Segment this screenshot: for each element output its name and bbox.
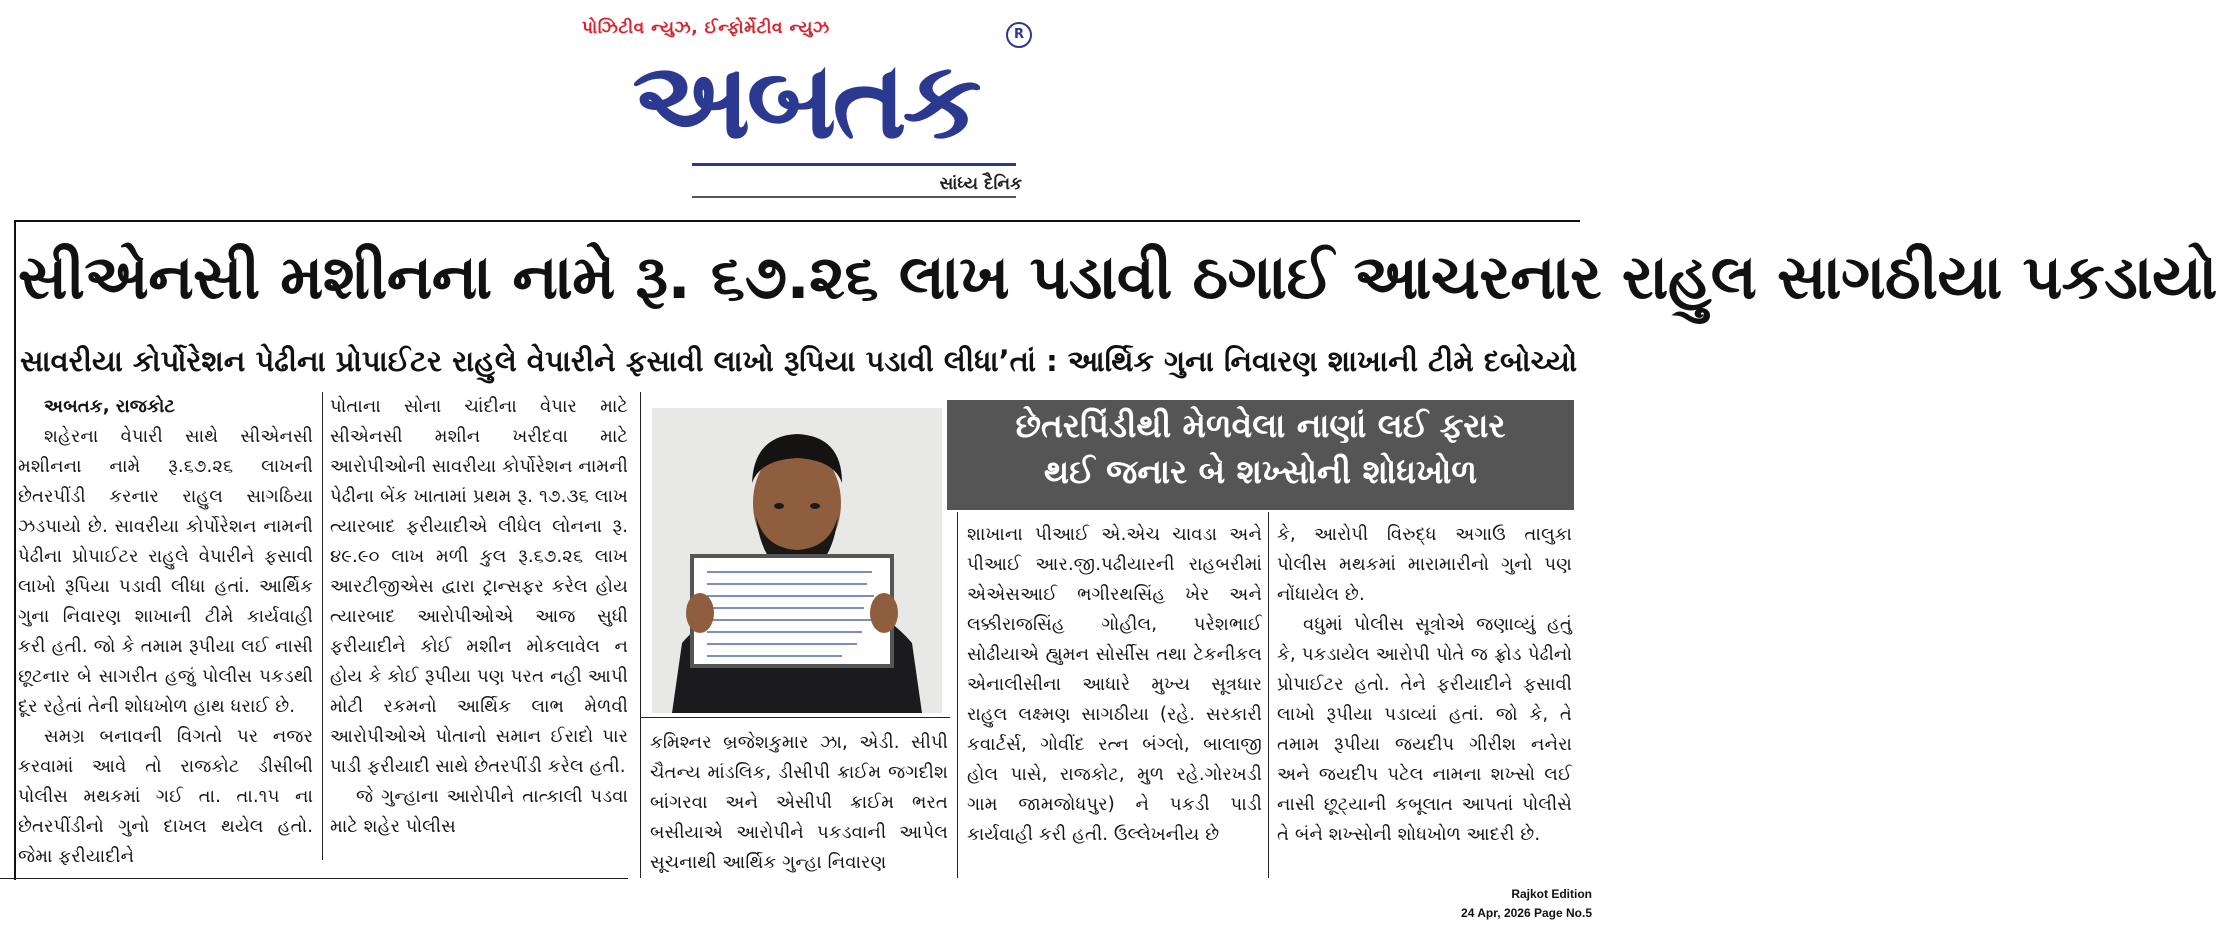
paragraph: શહેરના વેપારી સાથે સીએનસી મશીનના નામે રૂ.૬૭.૨૬ લાખની છેતરપીંડી કરનાર રાહુલ સાગઠિયા ઝડપાયો છે. સાવરીયા કોર્પોરેશન નામની પેઢીના પ્રોપાઈટર રાહુલે વેપારીને ફસાવી લાખો રૂપિયા પડાવી લીધા હતાં. આર્થિક ગુના નિવારણ શાખાની ટીમે કાર્યવાહી કરી હતી. જો કે તમામ રૂપીયા લઈ નાસી છૂટનાર બે સાગરીત હજું પોલીસ પકડથી દૂર રહેતાં તેની શોધખોળ હાથ ધરાઈ છે. xyxy=(18,426,313,717)
masthead-tagline: પોઝિટીવ ન્યુઝ, ઈન્ફોર્મેટીવ ન્યુઝ xyxy=(582,18,830,38)
sidebar-line-1: છેતરપિંડીથી મેળવેલા નાણાં લઈ ફરાર xyxy=(1015,406,1506,445)
paragraph: શાખાના પીઆઈ એ.એચ ચાવડા અને પીઆઈ આર.જી.પઢીયારની રાહબરીમાં એએસઆઈ ભગીરથસિંહ ખેર અને લક્કીરાજસિંહ ગોહીલ, પરેશભાઈ સોઢીયાએ હ્યુમન સોર્સીસ તથા ટેકનીકલ એનાલીસીના આધારે મુખ્ય સૂત્રધાર રાહુલ લક્ષ્મણ સાગઠીયા (રહે. સરકારી કવાર્ટર્સ, ગોવીંદ રત્ન બંગ્લો, બાલાજી હોલ પાસે, રાજકોટ, મુળ રહે.ગોરખડી ગામ જામજોધપુર) ને પકડી પાડી કાર્યવાહી કરી હતી. ઉલ્લેખનીય છે xyxy=(967,524,1262,845)
article-subheadline: સાવરીયા કોર્પોરેશન પેઢીના પ્રોપાઈટર રાહુલે વેપારીને ફસાવી લાખો રૂપિયા પડાવી લીધા’તાં : આર્થિક ગુના નિવારણ શાખાની ટીમે દબોચ્યો xyxy=(20,344,1578,378)
article-column-3 xyxy=(650,728,948,878)
article-column-5 xyxy=(1277,520,1572,850)
paragraph: કે, આરોપી વિરુદ્ધ અગાઉ તાલુકા પોલીસ મથકમાં મારામારીનો ગુનો પણ નોંધાયેલ છે. xyxy=(1277,524,1572,605)
article-column-1 xyxy=(18,392,313,872)
sidebar-highlight-box xyxy=(947,400,1574,510)
edition-label: Rajkot Edition xyxy=(1511,887,1592,901)
paragraph: કમિશ્નર બ્રજેશકુમાર ઝા, એડી. સીપી ચૈતન્ય માંડલિક, ડીસીપી ક્રાઈમ જગદીશ બાંગરવા અને એસીપી ક્રાઈમ ભરત બસીયાએ આરોપીને પકડવાની આપેલ સૂચનાથી આર્થિક ગુન્હા નિવારણ xyxy=(650,732,948,873)
article-top-rule xyxy=(14,220,1580,222)
column-bottom-rule xyxy=(0,878,628,879)
article-headline: સીએનસી મશીનના નામે રૂ. ૬૭.૨૬ લાખ પડાવી ઠગાઈ આચરનાર રાહુલ સાગઠીયા પકડાયો xyxy=(18,242,2217,313)
column-divider xyxy=(957,512,958,878)
paragraph: પોતાના સોના ચાંદીના વેપાર માટે સીએનસી મશીન ખરીદવા માટે આરોપીઓની સાવરીયા કોર્પોરેશન નામની પેઢીના બેંક ખાતામાં પ્રથમ રૂ. ૧૭.૩૬ લાખ ત્યારબાદ ફરીયાદીએ લીધેલ લોનના રૂ. ૪૯.૯૦ લાખ મળી કુલ રૂ.૬૭.૨૬ લાખ આરટીજીએસ દ્વારા ટ્રાન્સફર કરેલ હોય ત્યારબાદ આરોપીઓએ આજ સુધી ફરીયાદીને કોઈ મશીન મોકલાવેલ ન હોય કે કોઈ રૂપીયા પણ પરત નહી આપી મોટી રકમનો આર્થિક લાભ મેળવી આરોપીઓએ પોતાનો સમાન ઈરાદો પાર પાડી ફરીયાદી સાથે છેતરપીંડી કરેલ હતી. xyxy=(330,396,628,777)
paragraph: વધુમાં પોલીસ સૂત્રોએ જણાવ્યું હતું કે, પકડાયેલ આરોપી પોતે જ ફ્રોડ પેઢીનો પ્રોપાઈટર હતો. તેને ફરીયાદીને ફસાવી લાખો રૂપીયા પડાવ્યાં હતાં. જો કે, તે તમામ રૂપીયા જયદીપ ગીરીશ નનેરા અને જયદીપ પટેલ નામના શખ્સો લઈ નાસી છૂટ્યાની કબૂલાત આપતાં પોલીસે તે બંને શખ્સોની શોધખોળ આદરી છે. xyxy=(1277,614,1572,845)
date-page-label: 24 Apr, 2026 Page No.5 xyxy=(1461,906,1592,920)
registered-trademark-icon: R xyxy=(1006,22,1032,48)
subtitle-rule xyxy=(692,196,1016,198)
column-divider xyxy=(322,392,323,860)
column-divider xyxy=(640,392,641,878)
article-dateline: અબતક, રાજકોટ xyxy=(44,396,175,417)
article-column-4 xyxy=(967,520,1262,850)
article-column-2 xyxy=(330,392,628,842)
column-divider xyxy=(1268,512,1269,878)
sidebar-line-2: થઈ જનાર બે શખ્સોની શોધખોળ xyxy=(1043,452,1478,491)
accused-photo xyxy=(652,408,942,713)
article-left-border xyxy=(14,220,16,880)
masthead-subtitle: સાંધ્ય દૈનિક xyxy=(939,174,1022,194)
paragraph: સમગ્ર બનાવની વિગતો પર નજર કરવામાં આવે તો રાજકોટ ડીસીબી પોલીસ મથકમાં ગઈ તા. તા.૧૫ ના છેતરપીંડીનો ગુનો દાખલ થયેલ હતો. જેમા ફરીયાદીને xyxy=(18,726,313,867)
paragraph: જે ગુન્હાના આરોપીને તાત્કાલી પડવા માટે શહેર પોલીસ xyxy=(330,786,628,837)
newspaper-logo: અબતક xyxy=(632,39,978,163)
photo-caption-rule xyxy=(640,717,950,718)
logo-rule xyxy=(692,163,1016,166)
